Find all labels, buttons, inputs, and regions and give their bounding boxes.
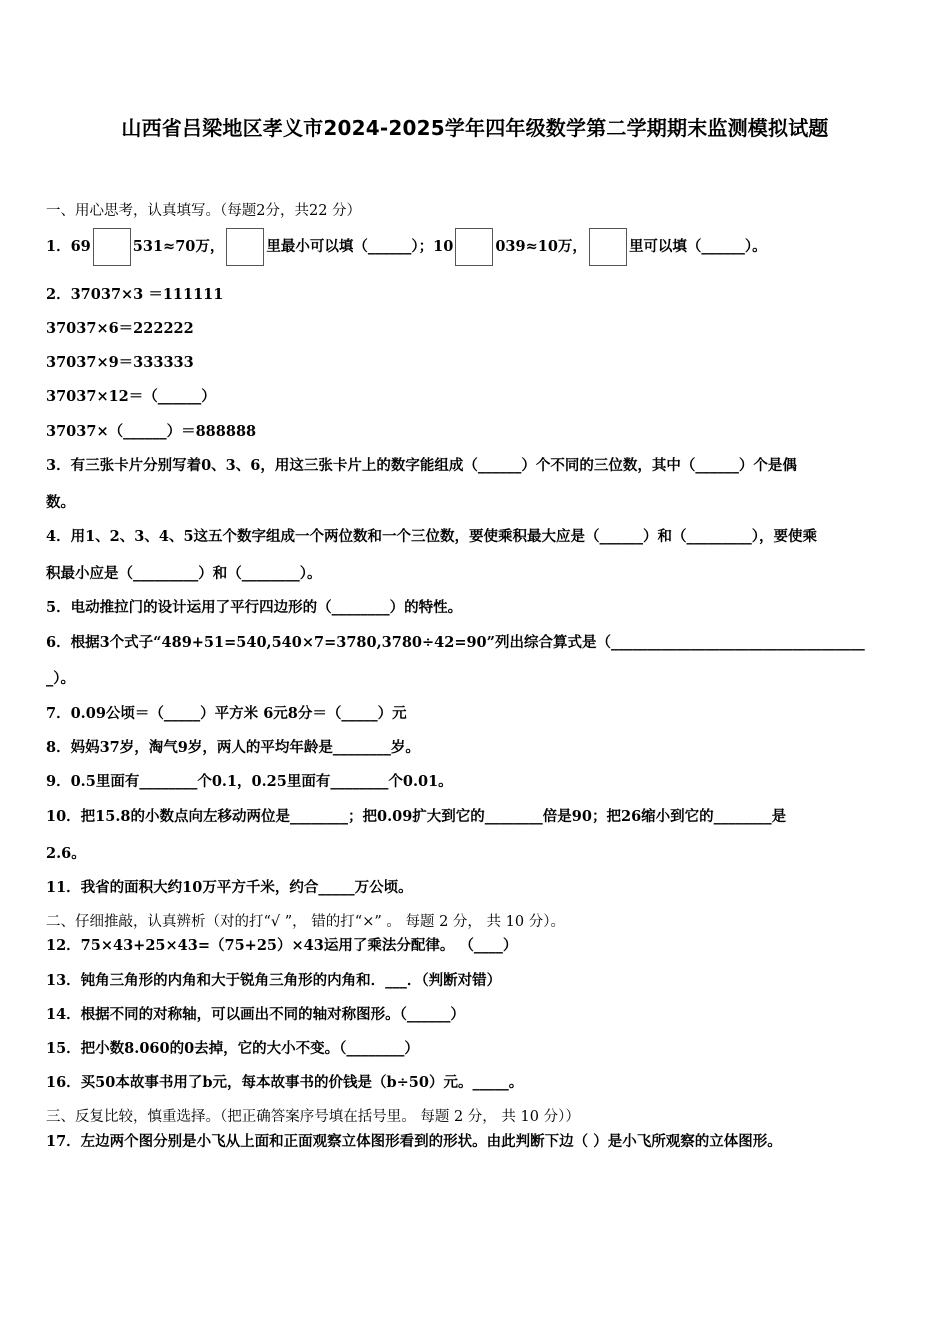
- blank-box[interactable]: [93, 228, 131, 266]
- question-6: 6．根据3个式子“489+51=540,540×7=3780,3780÷42=90”列出综合算式是（___________________________________: [46, 634, 865, 651]
- question-2-line: 37037×12＝（______）: [46, 388, 216, 405]
- question-12: 12．75×43+25×43=（75+25）×43运用了乘法分配律。 （____）: [46, 937, 518, 954]
- question-2-line: 37037×6＝222222: [46, 320, 194, 337]
- section-heading-2: 二、仔细推敲，认真辨析（对的打“√ ”， 错的打“×” 。 每题 2 分， 共 10 分）。: [46, 914, 565, 930]
- question-5: 5．电动推拉门的设计运用了平行四边形的（________）的特性。: [46, 599, 463, 616]
- q1-part-b: 531≈70万，: [132, 238, 225, 255]
- page-title: 山西省吕梁地区孝义市2024-2025学年四年级数学第二学期期末监测模拟试题: [121, 116, 829, 140]
- question-10-cont: 2.6。: [46, 845, 86, 862]
- question-7: 7．0.09公顷＝（_____）平方米 6元8分＝（_____）元: [46, 705, 407, 722]
- blank-box[interactable]: [226, 228, 264, 266]
- blank-box[interactable]: [455, 228, 493, 266]
- question-8: 8．妈妈37岁，淘气9岁，两人的平均年龄是________岁。: [46, 739, 420, 756]
- question-4-cont: 积最小应是（_________）和（________）。: [46, 565, 322, 582]
- question-14: 14．根据不同的对称轴，可以画出不同的轴对称图形。（______）: [46, 1006, 465, 1023]
- question-1: [46, 228, 767, 266]
- question-2-line: 37037×（______）＝888888: [46, 423, 257, 440]
- blank-box[interactable]: [589, 228, 627, 266]
- question-11: 11．我省的面积大约10万平方千米，约合_____万公顷。: [46, 879, 413, 896]
- question-2-line: 37037×9＝333333: [46, 354, 194, 371]
- section-heading-1: 一、用心思考，认真填写。（每题2分，共22 分）: [46, 203, 362, 219]
- section-heading-3: 三、反复比较，慎重选择。（把正确答案序号填在括号里。 每题 2 分， 共 10 分））: [46, 1109, 580, 1125]
- q1-part-d: 039≈10万，: [495, 238, 587, 255]
- question-13: 13．钝角三角形的内角和大于锐角三角形的内角和．___．（判断对错）: [46, 972, 502, 989]
- question-17: 17．左边两个图分别是小飞从上面和正面观察立体图形看到的形状。由此判断下边（ ）是小飞所观察的立体图形。: [46, 1133, 782, 1150]
- question-3-cont: 数。: [46, 494, 75, 511]
- question-6-cont: _）。: [46, 670, 75, 687]
- question-2-line: 2．37037×3 ＝111111: [46, 286, 224, 303]
- question-9: 9．0.5里面有________个0.1，0.25里面有________个0.01。: [46, 773, 453, 790]
- question-3: 3．有三张卡片分别写着0、3、6，用这三张卡片上的数字能组成（______）个不同的三位数，其中（______）个是偶: [46, 457, 797, 474]
- q1-part-a: 1．69: [46, 238, 91, 255]
- q1-part-c: 里最小可以填（______）；10: [266, 238, 454, 255]
- question-4: 4．用1、2、3、4、5这五个数字组成一个两位数和一个三位数，要使乘积最大应是（______）和（_________），要使乘: [46, 528, 818, 545]
- question-10: 10．把15.8的小数点向左移动两位是________；把0.09扩大到它的________倍是90；把26缩小到它的________是: [46, 808, 787, 825]
- q1-part-e: 里可以填（______）。: [628, 238, 767, 255]
- question-15: 15．把小数8.060的0去掉，它的大小不变。（________）: [46, 1040, 419, 1057]
- question-16: 16．买50本故事书用了b元，每本故事书的价钱是（b÷50）元。_____。: [46, 1074, 524, 1091]
